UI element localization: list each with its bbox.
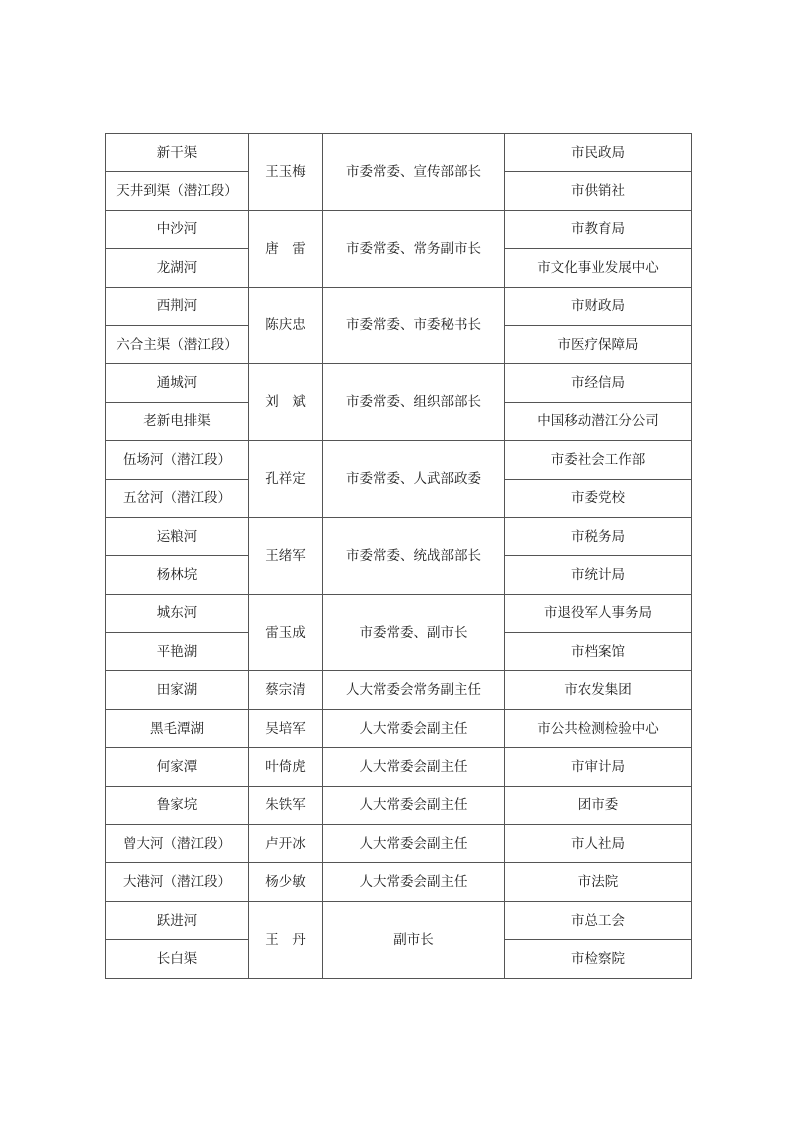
river-chief-assignment-table (105, 133, 692, 979)
river-name-cell: 平艳湖 (106, 633, 249, 671)
liaison-unit-cell: 市统计局 (505, 556, 692, 594)
leader-title-cell: 市委常委、副市长 (323, 594, 505, 671)
leader-name-cell: 杨少敏 (249, 863, 323, 901)
liaison-unit-cell: 市教育局 (505, 210, 692, 248)
liaison-unit-cell: 团市委 (505, 786, 692, 824)
liaison-unit-cell: 市财政局 (505, 287, 692, 325)
river-name-cell: 大港河（潜江段） (106, 863, 249, 901)
river-name-cell: 杨林垸 (106, 556, 249, 594)
liaison-unit-cell: 市税务局 (505, 517, 692, 555)
river-name-cell: 长白渠 (106, 940, 249, 978)
river-name-cell: 龙湖河 (106, 249, 249, 287)
leader-name-cell: 雷玉成 (249, 594, 323, 671)
leader-name-cell: 吴培军 (249, 709, 323, 747)
leader-title-cell: 市委常委、常务副市长 (323, 210, 505, 287)
river-name-cell: 跃进河 (106, 901, 249, 939)
leader-name-cell: 王绪军 (249, 517, 323, 594)
leader-title-cell: 市委常委、人武部政委 (323, 441, 505, 518)
table-row (106, 134, 692, 172)
river-name-cell: 城东河 (106, 594, 249, 632)
liaison-unit-cell: 市公共检测检验中心 (505, 709, 692, 747)
liaison-unit-cell: 市民政局 (505, 134, 692, 172)
liaison-unit-cell: 市法院 (505, 863, 692, 901)
leader-title-cell: 市委常委、统战部部长 (323, 517, 505, 594)
liaison-unit-cell: 市委社会工作部 (505, 441, 692, 479)
river-name-cell: 天井到渠（潜江段） (106, 172, 249, 210)
leader-name-cell: 叶倚虎 (249, 748, 323, 786)
table-row (106, 671, 692, 709)
liaison-unit-cell: 市档案馆 (505, 633, 692, 671)
table-row (106, 748, 692, 786)
leader-name-cell: 唐 雷 (249, 210, 323, 287)
leader-title-cell: 人大常委会副主任 (323, 863, 505, 901)
liaison-unit-cell: 市人社局 (505, 825, 692, 863)
table-body (106, 134, 692, 979)
liaison-unit-cell: 市退役军人事务局 (505, 594, 692, 632)
table-row (106, 709, 692, 747)
table-row (106, 786, 692, 824)
river-name-cell: 曾大河（潜江段） (106, 825, 249, 863)
table-row (106, 287, 692, 325)
liaison-unit-cell: 市检察院 (505, 940, 692, 978)
liaison-unit-cell: 市文化事业发展中心 (505, 249, 692, 287)
table-row (106, 210, 692, 248)
leader-title-cell: 市委常委、市委秘书长 (323, 287, 505, 364)
table-row (106, 441, 692, 479)
river-name-cell: 黑毛潭湖 (106, 709, 249, 747)
leader-name-cell: 王玉梅 (249, 134, 323, 211)
leader-name-cell: 蔡宗清 (249, 671, 323, 709)
leader-name-cell: 刘 斌 (249, 364, 323, 441)
leader-name-cell: 孔祥定 (249, 441, 323, 518)
river-name-cell: 伍场河（潜江段） (106, 441, 249, 479)
table-row (106, 901, 692, 939)
liaison-unit-cell: 市审计局 (505, 748, 692, 786)
leader-title-cell: 人大常委会副主任 (323, 709, 505, 747)
table-row (106, 364, 692, 402)
river-name-cell: 田家湖 (106, 671, 249, 709)
leader-title-cell: 市委常委、宣传部部长 (323, 134, 505, 211)
liaison-unit-cell: 中国移动潜江分公司 (505, 402, 692, 440)
leader-title-cell: 人大常委会副主任 (323, 825, 505, 863)
river-name-cell: 六合主渠（潜江段） (106, 325, 249, 363)
river-name-cell: 西荆河 (106, 287, 249, 325)
leader-name-cell: 朱铁军 (249, 786, 323, 824)
table-row (106, 825, 692, 863)
river-name-cell: 中沙河 (106, 210, 249, 248)
river-name-cell: 鲁家垸 (106, 786, 249, 824)
table-row (106, 594, 692, 632)
liaison-unit-cell: 市委党校 (505, 479, 692, 517)
leader-title-cell: 副市长 (323, 901, 505, 978)
liaison-unit-cell: 市农发集团 (505, 671, 692, 709)
river-name-cell: 新干渠 (106, 134, 249, 172)
table-row (106, 863, 692, 901)
river-name-cell: 何家潭 (106, 748, 249, 786)
leader-title-cell: 人大常委会常务副主任 (323, 671, 505, 709)
table-row (106, 517, 692, 555)
river-name-cell: 通城河 (106, 364, 249, 402)
leader-name-cell: 卢开冰 (249, 825, 323, 863)
liaison-unit-cell: 市经信局 (505, 364, 692, 402)
leader-title-cell: 人大常委会副主任 (323, 786, 505, 824)
leader-title-cell: 市委常委、组织部部长 (323, 364, 505, 441)
leader-title-cell: 人大常委会副主任 (323, 748, 505, 786)
leader-name-cell: 王 丹 (249, 901, 323, 978)
river-name-cell: 运粮河 (106, 517, 249, 555)
river-name-cell: 老新电排渠 (106, 402, 249, 440)
liaison-unit-cell: 市供销社 (505, 172, 692, 210)
river-name-cell: 五岔河（潜江段） (106, 479, 249, 517)
liaison-unit-cell: 市医疗保障局 (505, 325, 692, 363)
liaison-unit-cell: 市总工会 (505, 901, 692, 939)
leader-name-cell: 陈庆忠 (249, 287, 323, 364)
